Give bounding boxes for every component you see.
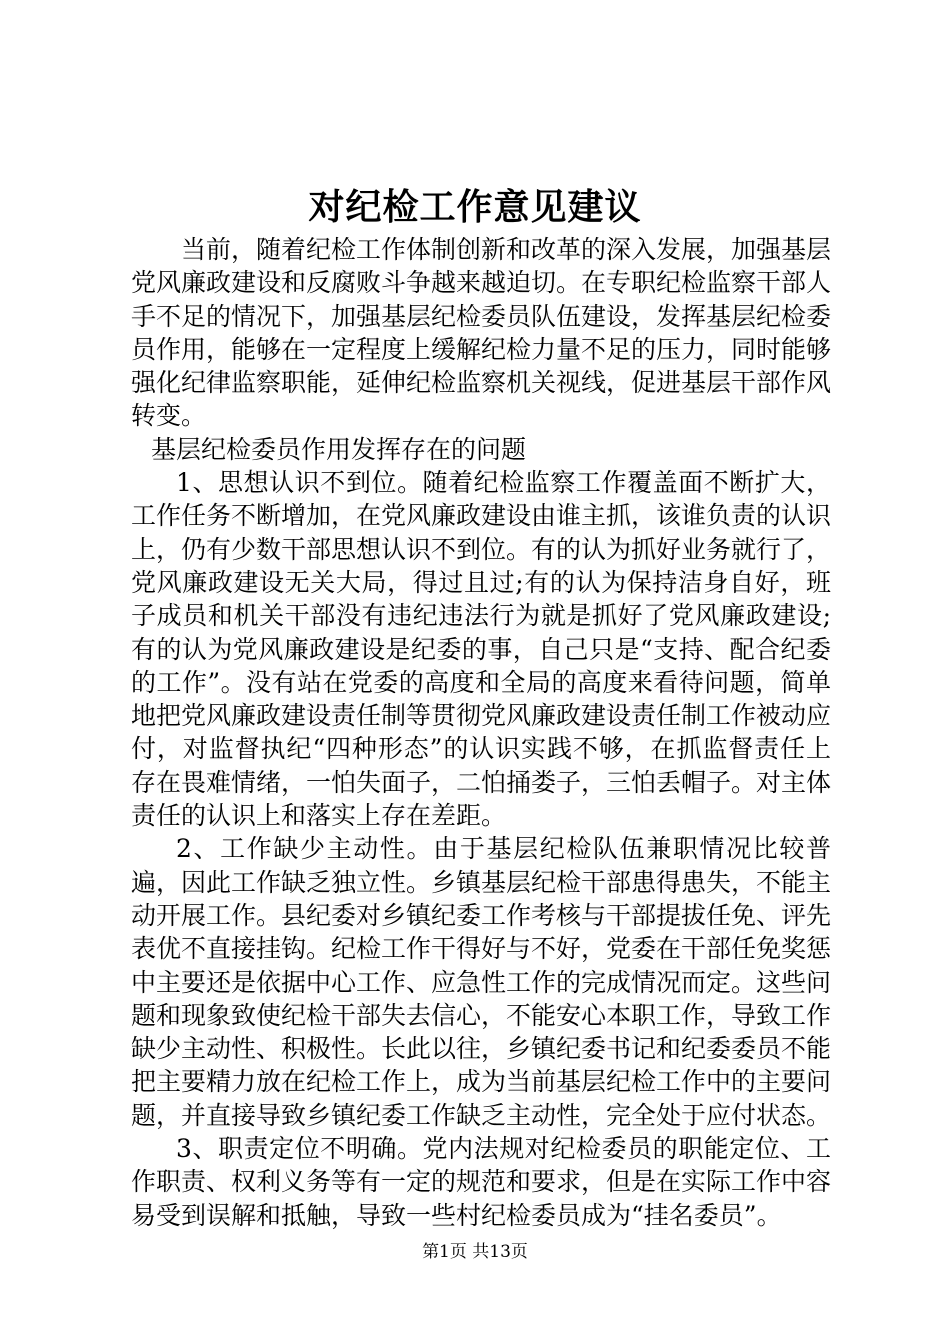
- intro-paragraph: 当前，随着纪检工作体制创新和改革的深入发展，加强基层党风廉政建设和反腐败斗争越来越迫切。在专职纪检监察干部人手不足的情况下，加强基层纪检委员队伍建设，发挥基层纪检委员作用，能够在一定程度上缓解纪检力量不足的压力，同时能够强化纪律监察职能，延伸纪检监察机关视线，促进基层干部作风转变。: [131, 235, 832, 431]
- document-title: 对纪检工作意见建议: [308, 186, 642, 228]
- problem-item-2: 2、工作缺少主动性。由于基层纪检队伍兼职情况比较普遍，因此工作缺乏独立性。乡镇基层纪检干部患得患失，不能主动开展工作。县纪委对乡镇纪委工作考核与干部提拔任免、评先表优不直接挂钩。纪检工作干得好与不好，党委在干部任免奖惩中主要还是依据中心工作、应急性工作的完成情况而定。这些问题和现象致使纪检干部失去信心，不能安心本职工作，导致工作缺少主动性、积极性。长此以往，乡镇纪委书记和纪委委员不能把主要精力放在纪检工作上，成为当前基层纪检工作中的主要问题，并直接导致乡镇纪委工作缺乏主动性，完全处于应付状态。: [131, 834, 832, 1130]
- problem-item-1: 1、思想认识不到位。随着纪检监察工作覆盖面不断扩大，工作任务不断增加，在党风廉政建设由谁主抓，该谁负责的认识上，仍有少数干部思想认识不到位。有的认为抓好业务就行了，党风廉政建设无关大局，得过且过;有的认为保持洁身自好，班子成员和机关干部没有违纪违法行为就是抓好了党风廉政建设;有的认为党风廉政建设是纪委的事，自己只是“支持、配合纪委的工作”。没有站在党委的高度和全局的高度来看待问题，简单地把党风廉政建设责任制等贯彻党风廉政建设责任制工作被动应付，对监督执纪“四种形态”的认识实践不够，在抓监督责任上存在畏难情绪，一怕失面子，二怕捅娄子，三怕丢帽子。对主体责任的认识上和落实上存在差距。: [131, 468, 832, 831]
- problem-item-3: 3、职责定位不明确。党内法规对纪检委员的职能定位、工作职责、权利义务等有一定的规范和要求，但是在实际工作中容易受到误解和抵触，导致一些村纪检委员成为“挂名委员”。: [131, 1134, 832, 1230]
- page-number-footer: 第1页 共13页: [422, 1242, 528, 1262]
- document-body: [131, 233, 831, 1232]
- section-heading: 基层纪检委员作用发挥存在的问题: [151, 434, 527, 464]
